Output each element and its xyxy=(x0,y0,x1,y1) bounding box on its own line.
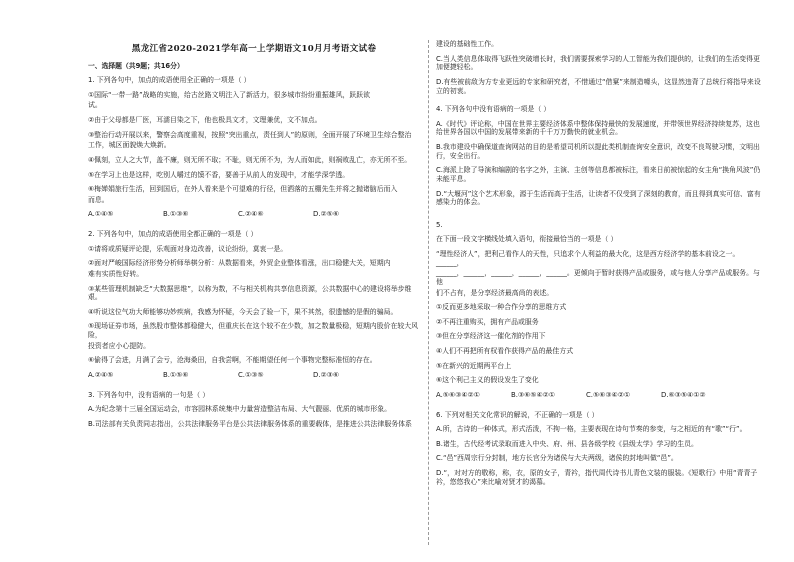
option-c[interactable]: C.①③⑤ xyxy=(238,370,264,379)
option-b[interactable]: B.①③⑥ xyxy=(163,210,189,219)
question-2 xyxy=(88,230,420,380)
question-stem: 3. 下列各句中，没有语病的一句是（ ） xyxy=(88,390,210,399)
right-column xyxy=(436,40,766,492)
answer-options xyxy=(88,210,420,219)
sentence: 工作，城区面貌焕大焕新。 xyxy=(88,141,171,150)
sentence: ③整治行动开展以来，警察会高度重视，按照“突出重点，责任到人”的原则，全面开展了环境卫生综合整治 xyxy=(88,130,412,139)
sentence: ⑥偷得了会进，月满了会亏，沧海桑田，自我尝啊，不能期望任何一个事物完整标准恒的存在。 xyxy=(88,356,377,365)
sentence: ①请将或质疑评论提，乐观面对身边改善，议论纷纷，莫衷一是。 xyxy=(88,244,288,253)
question-4 xyxy=(436,105,766,207)
list-item: ⑤在新兴的近期两平台上 xyxy=(436,361,512,370)
option-b[interactable]: B.司法部有关负责同志指出，公共法律服务平台是公共法律服务体系的重要载体，是推进公共法律服务体系 xyxy=(88,419,412,428)
question-stem: 2. 下列各句中，加点的成语使用全都正确的一项是（ ） xyxy=(88,230,258,239)
answer-options xyxy=(436,391,766,400)
passage-line: “理性经济人”，把利己看作人的天性，只追求个人利益的最大化，这是西方经济学的基本前设之一。______， xyxy=(436,250,740,267)
list-item: ③但在分享经济这一催化剂的作用下 xyxy=(436,332,546,341)
question-number: 5. xyxy=(436,220,443,229)
option-b[interactable]: B.我市建设中确保道查询网站的目的是希望司机所以提此类机制查询安全意识，改变不良驾驶习惯，文明出行，安全出行。 xyxy=(436,143,760,160)
question-instruction: 在下面一段文字横线处填入语句，衔接最恰当的一项是（ ） xyxy=(436,235,618,244)
question-stem: 4. 下列各句中没有语病的一项是（ ） xyxy=(436,105,551,114)
sentence: 难有实质性好转。 xyxy=(88,269,144,278)
sentence: ④听说这位气功大师能够功妙疾病，我感为怀疑，今天会了验一下，果不其然，很遗憾的是假的骗局。 xyxy=(88,307,398,316)
answer-options xyxy=(88,371,420,380)
sentence: ③某些管理机制缺乏“大数据思维”，以称为数，不与相关机构共享信息资源，公共数据中心的建设将举步维艰。 xyxy=(88,284,412,302)
sentence: 投资者应小心提防。 xyxy=(88,341,151,350)
sentence: ①国际“一带一路”战略的实施，给古丝路文明注入了新活力，很多城市纷纷重振雄风，跃跃欲 xyxy=(88,90,371,99)
sentence: ⑤在学习上也是这样，吃别人嚼过的馍不香，要善于从前人的发现中，才能学深学透。 xyxy=(88,170,350,179)
option-a[interactable]: A.《时代》评论称，中国在世界主要经济体系中整体保持最快的发展速度，并带领世界经济持续复苏，这也给世界各国以中国的发展带来新的千千万万勤快的就业机会。 xyxy=(436,119,760,137)
left-column xyxy=(88,44,420,430)
option-d[interactable]: D.⑥③⑤④①② xyxy=(661,390,706,399)
option-d[interactable]: D.“大堰河”这个艺术形象，源于生活而高于生活，让读者不仅受到了深刻的教育，而且得到真实可信、富有感染力的体会。 xyxy=(436,189,761,207)
sentence: ④佩刻，立人之大节，盖不廉，则无所不取；不耻，则无所不为，为人而如此，则祸败乱亡，亦无所不至。 xyxy=(88,155,412,164)
option-d[interactable]: D.②③⑥ xyxy=(313,370,340,379)
sentence: 试。 xyxy=(88,101,102,110)
option-a[interactable]: A.②④⑤ xyxy=(88,370,114,379)
option-d[interactable]: D.“，对对方的敬称，称，衣，原的女子，青衿，指代周代诗书儿青色文装的服装。《短歌行》中用“青青子衿，悠悠我心”来比喻对贤才的渴慕。 xyxy=(436,469,758,486)
option-a[interactable]: A.①④⑤ xyxy=(88,210,114,219)
option-a[interactable]: A.⑤⑥③④②① xyxy=(436,390,480,399)
option-b[interactable]: B.诸生，古代经考试录取而进入中央、府、州、县各级学校《县级太学》学习的生员。 xyxy=(436,439,698,448)
option-d[interactable]: D.有些被前敌为方专业更远的专家和研究者，不惜通过“借窠”来制造噱头，这显然违背了总统行将指导来设立的初衷。 xyxy=(436,77,761,95)
question-stem: 6. 下列对相关文化常识的解说，不正确的一项是（ ） xyxy=(436,410,599,419)
question-6 xyxy=(436,411,766,487)
option-c[interactable]: C.“邑”西周宗行分封制，地方长官分为诸侯与大夫两级，诸侯的封地叫做“邑”。 xyxy=(436,454,678,463)
question-stem: 1. 下列各句中，加点的成语使用全正确的一项是（ ） xyxy=(88,76,251,85)
exam-title: 黑龙江省2020-2021学年高一上学期语文10月月考语文试卷 xyxy=(131,44,377,54)
passage-line: 们不占有，是分享经济最高尚的表述。 xyxy=(436,288,554,297)
question-3 xyxy=(88,391,420,429)
passage-line: ______，______，______，______，______。更倾向于暂时获得产品或服务，或与他人分享产品或服务。与他 xyxy=(436,269,760,286)
option-b-continued: 建设的基础性工作。 xyxy=(436,40,499,48)
option-b[interactable]: B.③⑥⑤④②① xyxy=(511,390,555,399)
option-c[interactable]: C.海派上除了导演和编剧的名字之外，主演、主创等信息都被标注，看来日前被惊起的女主角“换角风波”仍未能平息。 xyxy=(436,166,761,183)
option-d[interactable]: D.②⑤⑥ xyxy=(313,210,340,219)
option-b[interactable]: B.①⑤⑥ xyxy=(163,370,189,379)
list-item: ①反而更多地采取一种合作分享的思维方式 xyxy=(436,303,567,312)
column-divider xyxy=(428,40,429,545)
option-c[interactable]: C.②④⑥ xyxy=(238,210,264,219)
question-1 xyxy=(88,76,420,219)
list-item: ⑥这个利己主义的假设发生了变化 xyxy=(436,376,539,385)
sentence: ②面对严峻国际经济形势分析师举棋分析：从数据看来，外贸企业整体看涨，出口稳健大关，短期内 xyxy=(88,259,391,268)
list-item: ④人们不再把所有权看作获得产品的最佳方式 xyxy=(436,347,574,355)
option-a[interactable]: A.所，古诗的一种体式，形式活泼，不拘一格，主要表现在诗句节奏的参变，与之相近的有“歌”“行”。 xyxy=(436,425,747,434)
option-c[interactable]: C.当人类信息体取得飞跃性突破增长时，我们需要探索学习的人工智能为我们提供的，让我们的生活变得更加便捷轻松。 xyxy=(436,54,760,72)
list-item: ②不再注重购买，拥有产品或服务 xyxy=(436,317,539,326)
sentence: ②由于父母都是厂医，耳濡目染之下，他也极具文才，文理兼优，文不加点。 xyxy=(88,116,322,125)
option-c[interactable]: C.⑤⑥③④②① xyxy=(586,390,631,399)
sentence: 而息。 xyxy=(88,195,109,204)
option-a[interactable]: A.为纪念第十三届全国运动会，市容园林系统集中力量营造整洁布局、大气靓丽、优质的城市形象。 xyxy=(88,405,392,414)
section-heading: 一、选择题（共9题；共16分） xyxy=(88,61,184,70)
sentence: ⑤现场证券市场，虽然股市整体都稳健大，但重庆长在这个较不在少数，加之数量极稳，短期内股价在较大风险， xyxy=(88,322,419,340)
question-5 xyxy=(436,221,766,400)
sentence: ⑥梅婵娟旅行生活，回到国后，在外人看来是个可望难的行径，但洒落的五棚先生并将之抛诸脑后而入 xyxy=(88,185,398,194)
